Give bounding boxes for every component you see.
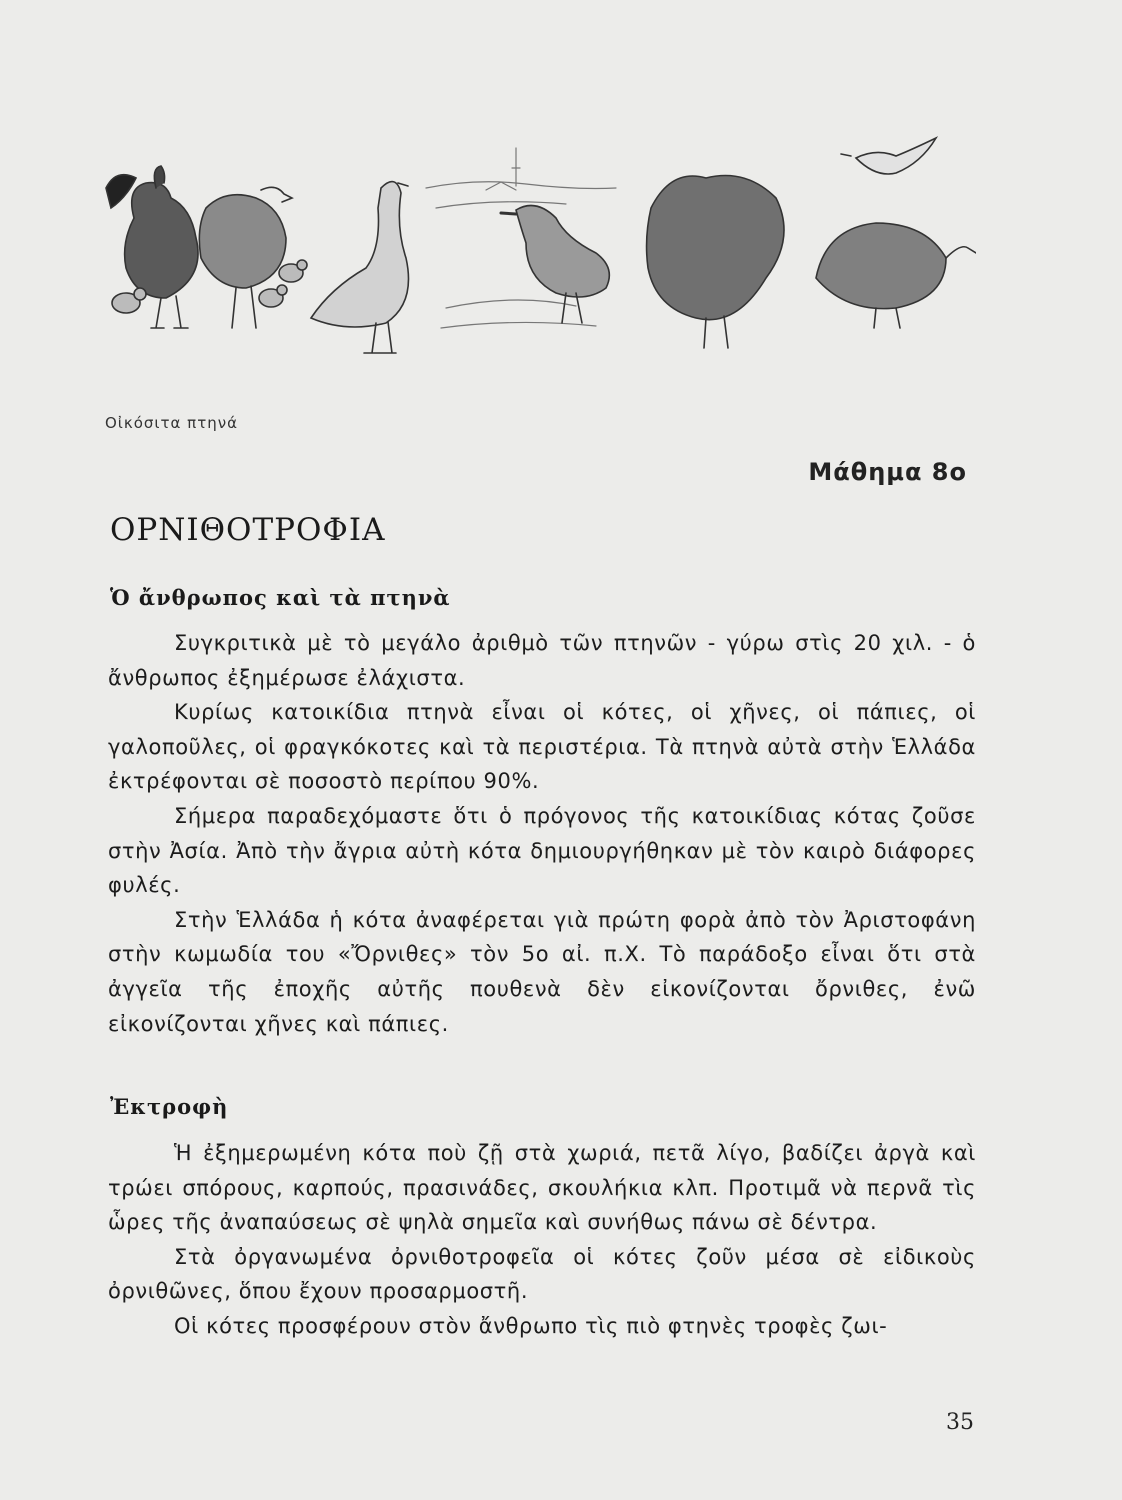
paragraph: Στὰ ὀργανωμένα ὀρνιθοτροφεῖα οἱ κότες ζοῦν μέσα σὲ εἰδικοὺς ὀρνιθῶνες, ὅπου ἔχουν προσαρμοστῆ. bbox=[108, 1244, 976, 1304]
paragraph: Ἡ ἐξημερωμένη κότα ποὺ ζῇ στὰ χωριά, πετᾶ λίγο, βαδίζει ἀργὰ καὶ τρώει σπόρους, καρπούς, πρασινάδες, σκουλήκια κλπ. Προτιμᾶ νὰ περνᾶ τὶς ὧρες τῆς ἀναπαύσεως σὲ ψηλὰ σημεῖα καὶ συνήθως πάνω σὲ δέντρα. bbox=[108, 1141, 976, 1235]
section-heading-man-and-birds: Ὁ ἄνθρωπος καὶ τὰ πτηνὰ bbox=[110, 585, 451, 610]
turkey-illustration bbox=[647, 176, 784, 349]
poultry-illustration bbox=[96, 128, 976, 368]
illustration-caption: Οἰκόσιτα πτηνά bbox=[105, 414, 239, 432]
page-title: ΟΡΝΙΘΟΤΡΟΦΙΑ bbox=[110, 512, 386, 548]
section-body-man-and-birds bbox=[108, 626, 976, 1041]
landscape-illustration bbox=[426, 148, 616, 328]
hen-illustration bbox=[199, 187, 292, 328]
paragraph: Σήμερα παραδεχόμαστε ὅτι ὁ πρόγονος τῆς κατοικίδιας κότας ζοῦσε στὴν Ἀσία. Ἀπὸ τὴν ἄγρια αὐτὴ κότα δημιουργήθηκαν μὲ τὸν καιρὸ διάφορες φυλές. bbox=[108, 803, 976, 898]
paragraph: Κυρίως κατοικίδια πτηνὰ εἶναι οἱ κότες, οἱ χῆνες, οἱ πάπιες, οἱ γαλοποῦλες, οἱ φραγκόκοτες καὶ τὰ περιστέρια. Τὰ πτηνὰ αὐτὰ στὴν Ἑλλάδα ἐκτρέφονται σὲ ποσοστὸ περίπου 90%. bbox=[108, 700, 976, 794]
guinea-fowl-illustration bbox=[816, 223, 976, 328]
page-number: 35 bbox=[946, 1410, 974, 1435]
goose-illustration bbox=[311, 182, 409, 353]
section-heading-breeding: Ἐκτροφὴ bbox=[110, 1094, 229, 1119]
paragraph: Οἱ κότες προσφέρουν στὸν ἄνθρωπο τὶς πιὸ φτηνὲς τροφὲς ζωι- bbox=[174, 1313, 888, 1338]
pigeon-illustration bbox=[841, 138, 936, 174]
paragraph: Στὴν Ἑλλάδα ἡ κότα ἀναφέρεται γιὰ πρώτη φορὰ ἀπὸ τὸν Ἀριστοφάνη στὴν κωμωδία του «Ὄρνιθες» τὸν 5ο αἰ. π.Χ. Τὸ παράδοξο εἶναι ὅτι στὰ ἀγγεῖα τῆς ἐποχῆς αὐτῆς πουθενὰ δὲν εἰκονίζονται ὄρνιθες, ἐνῶ εἰκονίζονται χῆνες καὶ πάπιες. bbox=[108, 907, 976, 1036]
paragraph: Συγκριτικὰ μὲ τὸ μεγάλο ἀριθμὸ τῶν πτηνῶν - γύρω στὶς 20 χιλ. - ὁ ἄνθρωπος ἐξημέρωσε ἐλάχιστα. bbox=[108, 631, 976, 690]
section-body-breeding bbox=[108, 1136, 976, 1344]
lesson-label: Μάθημα 8ο bbox=[808, 458, 967, 486]
duck-illustration bbox=[501, 206, 609, 324]
